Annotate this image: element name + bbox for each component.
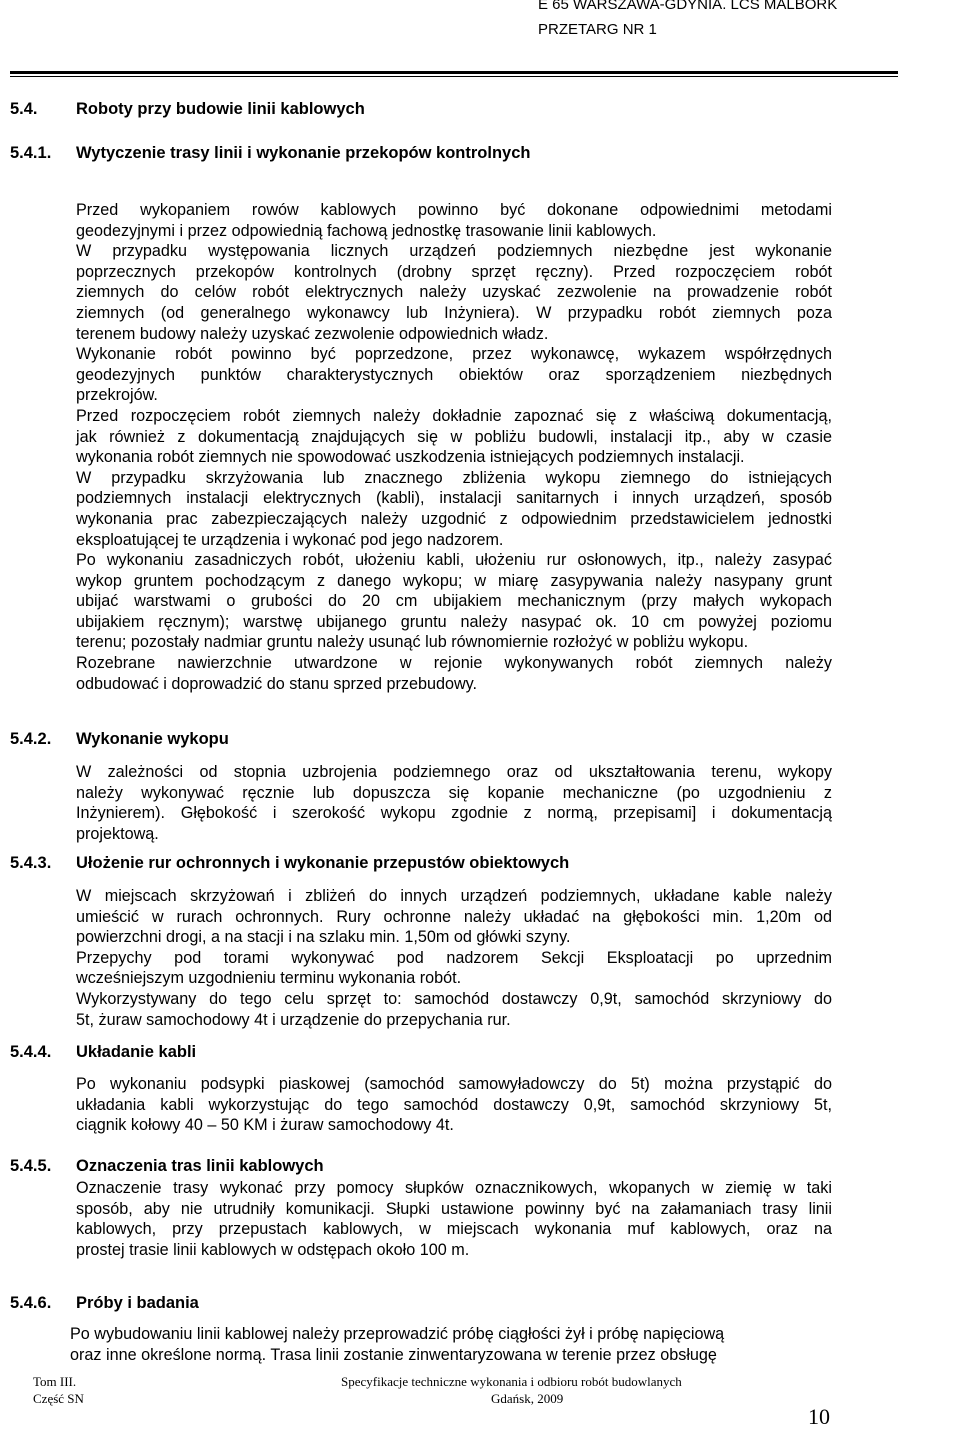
subsection-heading-1 (10, 143, 530, 163)
text-line: wcześniejszym uzgodnieniu terminu wykonania robót. (76, 969, 462, 988)
text-line: prostej trasie linii kablowych w odstępach około 100 m. (76, 1240, 470, 1259)
section-heading (10, 99, 365, 119)
text-line: Inżynierem). Głębokość i szerokość wykopu zgodnie z normą, przepisami] i dokumentacją (76, 804, 832, 823)
text-line: Przed rozpoczęciem robót ziemnych należy dokładnie zapoznać się z właściwą dokumentacją, (76, 406, 832, 425)
text-line: kablowych, przy przepustach kablowych, w miejscach wykonania muf kablowych, oraz na (76, 1220, 832, 1239)
header-rule (10, 71, 898, 74)
text-line: wykonania prac zabezpieczających należy uzgodnić z odpowiednim przedstawicielem jednostki (76, 509, 832, 528)
text-line: W miejscach skrzyżowań i zbliżeń do innych urządzeń podziemnych, układane kable należy (76, 887, 832, 905)
text-line: eksploatującej te urządzenia i wykonać pod jego nadzorem. (76, 530, 504, 549)
text-line: ubijakiem ręcznym); warstwę ubijanego gruntu należy nasypać ok. 10 cm powyżej poziomu (76, 612, 832, 631)
text-line: Wykonanie robót powinno być poprzedzone, przez wykonawcę, wykazem współrzędnych (76, 345, 832, 364)
header-project: E 65 WARSZAWA-GDYNIA. LCS MALBORK (538, 0, 838, 13)
text-line: przekrojów. (76, 386, 158, 405)
text-line: podziemnych instalacji elektrycznych (kabli), instalacji sanitarnych i innych urządzeń, sposób (76, 489, 832, 508)
subsection-heading-6 (10, 1293, 199, 1313)
text-line: geodezyjnymi i przez odpowiednią fachową jednostkę trasowanie linii kablowych. (76, 221, 657, 240)
text-line: W przypadku skrzyżowania lub znacznego zbliżenia wykopu ziemnego do istniejących (76, 468, 832, 487)
page-number: 10 (808, 1404, 830, 1429)
text-line: ziemnych do celów robót elektrycznych należy uzyskać zezwolenie na prowadzenie robót (76, 283, 832, 302)
subsection-number: 5.4.1. (10, 144, 52, 162)
subsection-number: 5.4.6. (10, 1294, 52, 1312)
footer-volume: Tom III. (33, 1374, 77, 1389)
footer-place-date: Gdańsk, 2009 (491, 1391, 564, 1406)
subsection-number: 5.4.5. (10, 1157, 52, 1175)
text-line: Po wykonaniu zasadniczych robót, ułożeniu kabli, ułożeniu rur osłonowych, itp., należy zasypać (76, 551, 832, 570)
text-line: ciągnik kołowy 40 – 50 KM i żuraw samochodowy 4t. (76, 1116, 454, 1135)
text-line: Oznaczenie trasy wykonać przy pomocy słupków oznacznikowych, wkopanych w ziemię w taki (76, 1179, 832, 1197)
subsection-title: Wykonanie wykopu (76, 730, 229, 748)
paragraph-block (76, 886, 832, 1030)
paragraph-block (76, 200, 832, 694)
text-line: 5t, żuraw samochodowy 4t i urządzenie do przepychania rur. (76, 1010, 511, 1029)
subsection-heading-4 (10, 1042, 196, 1062)
text-line: ubijać warstwami o grubości do 20 cm ubijakiem mechanicznym (przy małych wykopach (76, 592, 832, 611)
paragraph-block (76, 1178, 832, 1260)
text-line: umieścić w rurach ochronnych. Rury ochronne należy układać na głębokości min. 1,20m od (76, 907, 832, 926)
subsection-title: Wytyczenie trasy linii i wykonanie przekopów kontrolnych (76, 144, 531, 162)
text-line: Przepychy pod torami wykonywać pod nadzorem Sekcji Eksploatacji po uprzednim (76, 948, 832, 967)
text-line: terenem budowy należy uzyskać zezwolenie odpowiednich władz. (76, 324, 549, 343)
paragraph-block (70, 1324, 792, 1365)
text-line: układania kabli wykorzystując do tego samochód dostawczy 0,9t, samochód skrzyniowy 5t, (76, 1095, 832, 1114)
text-line: geodezyjnych punktów charakterystycznych obiektów oraz sporządzeniem niezbędnych (76, 365, 832, 384)
subsection-title: Próby i badania (76, 1294, 199, 1312)
text-line: poprzecznych przekopów kontrolnych (drobny sprzęt ręczny). Przed rozpoczęciem robót (76, 262, 832, 281)
subsection-heading-2 (10, 729, 229, 749)
text-line: Wykorzystywany do tego celu sprzęt to: samochód dostawczy 0,9t, samochód skrzyniowy do (76, 989, 832, 1008)
subsection-number: 5.4.4. (10, 1043, 52, 1061)
subsection-number: 5.4.2. (10, 730, 52, 748)
header-rule-thin (10, 76, 898, 77)
section-title: Roboty przy budowie linii kablowych (76, 100, 365, 118)
text-line: wykonania robót ziemnych nie spowodować uszkodzenia istniejących podziemnych instalacji. (76, 448, 745, 467)
header-tender: PRZETARG NR 1 (538, 21, 657, 38)
subsection-heading-5 (10, 1156, 324, 1176)
text-line: należy wykonywać ręcznie lub dopuszcza się kopanie mechaniczne (po uzgodnieniu z (76, 783, 832, 802)
text-line: odbudować i doprowadzić do stanu sprzed przebudowy. (76, 674, 478, 693)
subsection-title: Oznaczenia tras linii kablowych (76, 1157, 324, 1175)
subsection-heading-3 (10, 853, 569, 873)
subsection-title: Ułożenie rur ochronnych i wykonanie przepustów obiektowych (76, 854, 570, 872)
text-line: projektową. (76, 824, 159, 843)
text-line: Po wykonaniu podsypki piaskowej (samochód samowyładowczy do 5t) można przystąpić do (76, 1075, 832, 1093)
text-line: sposób, aby nie utrudniły komunikacji. Słupki ustawione powinny być na załamaniach trasy linii (76, 1199, 832, 1218)
text-line: ziemnych (od generalnego wykonawcy lub Inżyniera). W przypadku robót ziemnych poza (76, 303, 832, 322)
paragraph-block (76, 762, 832, 844)
footer-spec-title: Specyfikacje techniczne wykonania i odbioru robót budowlanych (341, 1374, 682, 1389)
paragraph-block (76, 1074, 832, 1136)
text-line: Rozebrane nawierzchnie utwardzone w rejonie wykonywanych robót ziemnych należy (76, 654, 832, 673)
subsection-title: Układanie kabli (76, 1043, 197, 1061)
text-line: powierzchni drogi, a na stacji i na szlaku min. 1,50m od główki szyny. (76, 928, 571, 947)
text-line: jak również z dokumentacją znajdujących się w pobliżu budowli, instalacji itp., aby w czasie (76, 427, 832, 446)
text-line: wykop gruntem pochodzącym z danego wykopu; w miarę zasypywania należy nasypany grunt (76, 571, 832, 590)
section-number: 5.4. (10, 100, 38, 118)
text-line: W przypadku występowania licznych urządzeń podziemnych niezbędne jest wykonanie (76, 242, 832, 261)
text-line: Przed wykopaniem rowów kablowych powinno być dokonane odpowiednimi metodami (76, 201, 832, 219)
text-line: terenu; pozostały nadmiar gruntu należy usunąć lub równomiernie rozłożyć w pobliżu wykopu. (76, 633, 749, 652)
footer-part: Część SN (33, 1391, 84, 1406)
text-line: W zależności od stopnia uzbrojenia podziemnego oraz od ukształtowania terenu, wykopy (76, 763, 832, 781)
subsection-number: 5.4.3. (10, 854, 52, 872)
text-line: oraz inne określone normą. Trasa linii zostanie zinwentaryzowana w terenie przez obsługę (70, 1345, 717, 1364)
text-line: Po wybudowaniu linii kablowej należy przeprowadzić próbę ciągłości żył i próbę napięciową (70, 1325, 725, 1343)
